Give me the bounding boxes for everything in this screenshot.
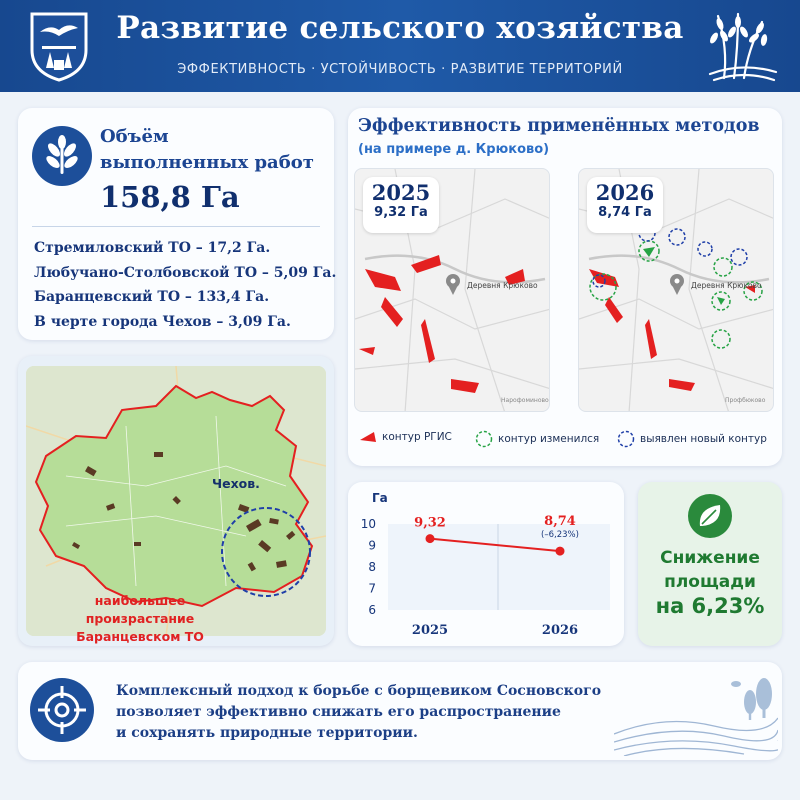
change-annotation: (–6,23%) [541,530,579,541]
x-tick-label: 2026 [541,623,579,638]
line-chart [348,482,624,646]
list-item: Любучано-Столбовской ТО – 5,09 Га. [34,264,337,281]
y-tick-label: 6 [368,603,376,617]
reduction-card [638,482,782,646]
reduction-text: Снижение площади на 6,23% [638,546,782,618]
list-item: Баранцевский ТО – 133,4 Га. [34,289,270,305]
place-label: Деревня Крюково [691,281,762,290]
data-label: 9,32 [414,515,446,531]
data-label: 8,74 [544,514,576,530]
wheat-icon [704,8,780,84]
list-item: Стремиловский ТО – 17,2 Га. [34,240,271,256]
area-chart-card [348,482,624,646]
volume-card [18,108,337,340]
methods-subtitle: (на примере д. Крюково) [358,142,550,157]
legend-item: контур РГИС [358,430,452,444]
list-item: В черте города Чехов – 3,09 Га. [34,313,291,330]
green-circle-icon [474,430,494,448]
y-tick-label: 7 [368,581,376,596]
map-2026 [578,168,774,412]
street-label: Профбюково [725,397,766,404]
data-point [426,534,435,543]
divider [32,226,320,227]
data-point [556,547,565,556]
methods-title: Эффективность применённых методов [358,116,760,136]
legend-item: выявлен новый контур [616,430,767,448]
map-legend [354,428,778,450]
target-icon [30,678,94,742]
red-contour-icon [358,430,378,444]
reduction-value: на 6,23% [655,594,765,618]
district-map-card [18,356,334,646]
page-title: Развитие сельского хозяйства [116,10,684,46]
coat-of-arms-icon [28,10,90,82]
footer-card [18,662,782,760]
y-axis-label: Га [372,491,388,505]
page-subtitle: ЭФФЕКТИВНОСТЬ · УСТОЙЧИВОСТЬ · РАЗВИТИЕ ТЕРРИТОРИЙ [177,62,623,77]
y-tick-label: 8 [368,560,376,574]
y-tick-label: 9 [368,538,376,553]
volume-value: 158,8 Га [100,180,240,214]
city-label: Чехов. [212,476,260,491]
leaf-icon [688,494,732,538]
footer-message: Комплексный подход к борьбе с борщевиком Сосновского позволяет эффективно снижать его распространение и сохранять природные территории. [116,683,602,741]
street-label: Нарофоминово [501,397,549,404]
header-banner [0,0,800,92]
map-2025 [354,168,550,412]
legend-item: контур изменился [474,430,599,448]
y-tick-label: 10 [360,517,376,531]
blue-circle-icon [616,430,636,448]
landscape-icon [614,674,778,756]
methods-card [348,108,782,466]
year-badge-2025: 2025 9,32 Га [363,177,439,233]
x-tick-label: 2025 [411,623,449,638]
volume-breakdown-list [34,236,337,334]
map-annotation: наибольшее произрастание Баранцевском ТО [76,593,204,644]
volume-label: Объём выполненных работ [100,126,314,173]
sprout-icon [32,126,92,186]
year-badge-2026: 2026 8,74 Га [587,177,663,233]
place-label: Деревня Крюково [467,281,538,290]
